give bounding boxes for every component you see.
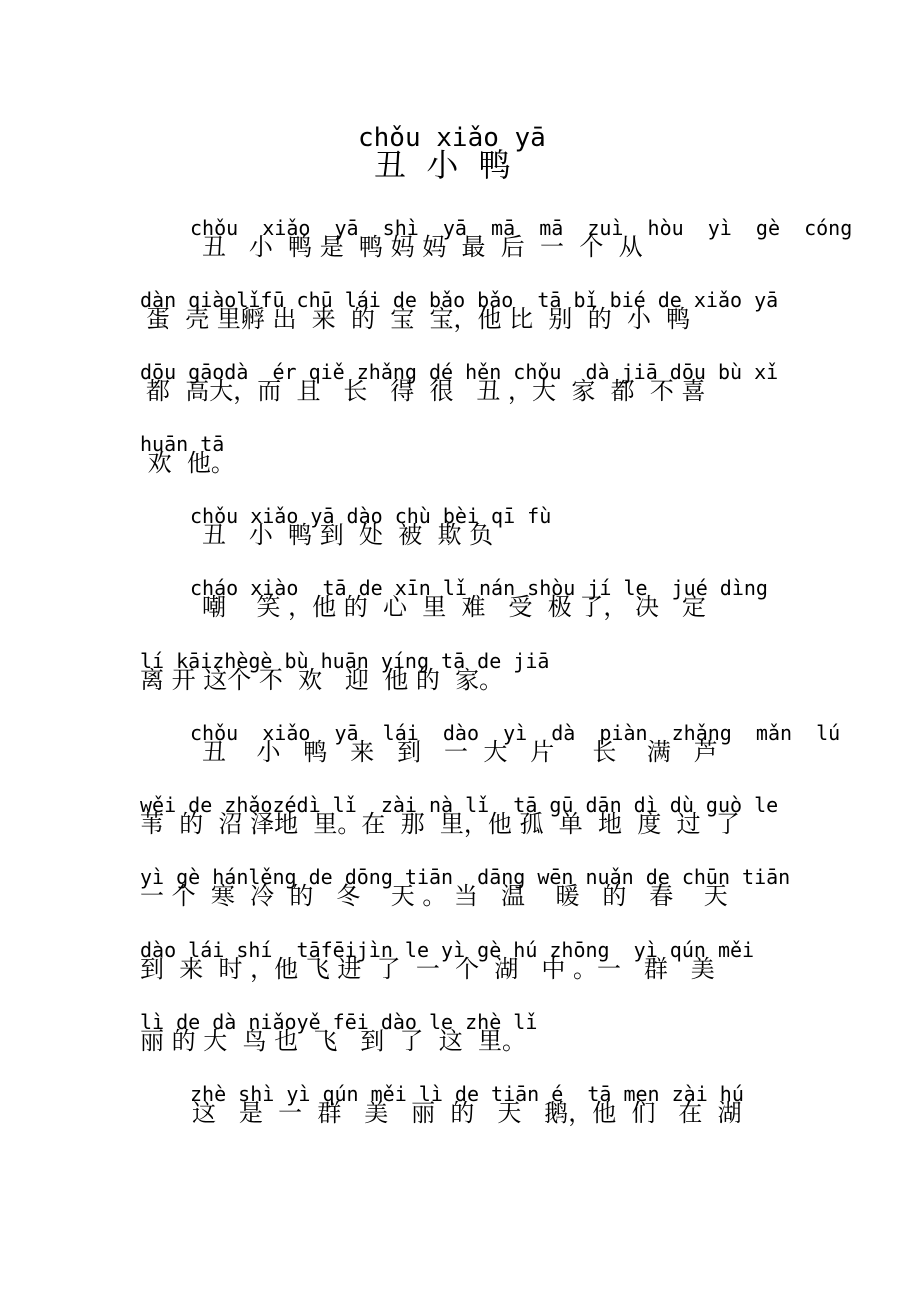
- text-line: 苇 的 沼 泽地 里。在 那 里，他 孤 单 地 度 过 了: [140, 810, 740, 838]
- text-line: 丑 小 鸭 到 处 被 欺 负: [202, 521, 494, 549]
- pinyin-line: chǒu xiǎo yā dào chù bèi qī fù: [190, 504, 552, 528]
- pinyin-line: chǒu xiǎo yā shì yā mā mā zuì hòu yì gè cóng: [190, 216, 853, 240]
- pinyin-line: dào lái shí tāfēijìn le yì gè hú zhōng yì qún měi: [140, 938, 755, 962]
- text-line: 丑 小 鸭 是 鸭 妈 妈 最 后 一 个 从: [202, 233, 643, 261]
- text-line: 丑 小 鸭 来 到 一 大 片 长 满 芦: [202, 738, 718, 766]
- pinyin-line: zhè shì yì qún měi lì de tiān é tā men zài hú: [190, 1082, 744, 1106]
- title-hanzi: 丑 小 鸭: [374, 146, 511, 184]
- pinyin-line: dàn qiàolǐfū chū lái de bǎo bǎo tā bǐ bié de xiǎo yā: [140, 288, 779, 312]
- pinyin-line: yì gè hánlěng de dōng tiān dāng wēn nuǎn de chūn tiān: [140, 865, 791, 889]
- pinyin-line: lí kāizhègè bù huān yíng tā de jiā: [140, 649, 550, 673]
- text-line: 嘲 笑 ，他 的 心 里 难 受 极 了， 决 定: [202, 593, 706, 621]
- text-line: 这 是 一 群 美 丽 的 天 鹅，他 们 在 湖: [192, 1099, 742, 1127]
- text-line: 离 开 这个 不 欢 迎 他 的 家。: [140, 666, 504, 694]
- text-line: 一 个 寒 冷 的 冬 天 。 当 温 暖 的 春 天: [140, 882, 728, 910]
- pinyin-line: wěi de zhǎozédì lǐ zài nà lǐ tā gū dān dì dù guò le: [140, 793, 779, 817]
- pinyin-line: chǒu xiǎo yā lái dào yì dà piàn zhǎng mǎn lú: [190, 721, 841, 745]
- text-line: 都 高大，而 且 长 得 很 丑 ，大 家 都 不 喜: [146, 377, 706, 405]
- pinyin-line: dōu gāodà ér qiě zhǎng dé hěn chǒu dà jiā dōu bù xǐ: [140, 360, 779, 384]
- title-pinyin: chǒu xiǎo yā: [358, 123, 546, 153]
- pinyin-line: cháo xiào tā de xīn lǐ nán shòu jí le jué dìng: [190, 576, 768, 600]
- text-line: 欢 他。: [140, 449, 235, 477]
- pinyin-line: lì de dà niǎoyě fēi dào le zhè lǐ: [140, 1010, 538, 1034]
- text-line: 蛋 壳 里孵 出 来 的 宝 宝，他 比 别 的 小 鸭: [146, 305, 691, 333]
- text-line: 丽 的 大 鸟 也 飞 到 了 这 里。: [140, 1027, 527, 1055]
- text-line: 到 来 时 ，他 飞 进 了 一 个 湖 中 。一 群 美: [140, 955, 715, 983]
- pinyin-line: huān tā: [140, 432, 225, 456]
